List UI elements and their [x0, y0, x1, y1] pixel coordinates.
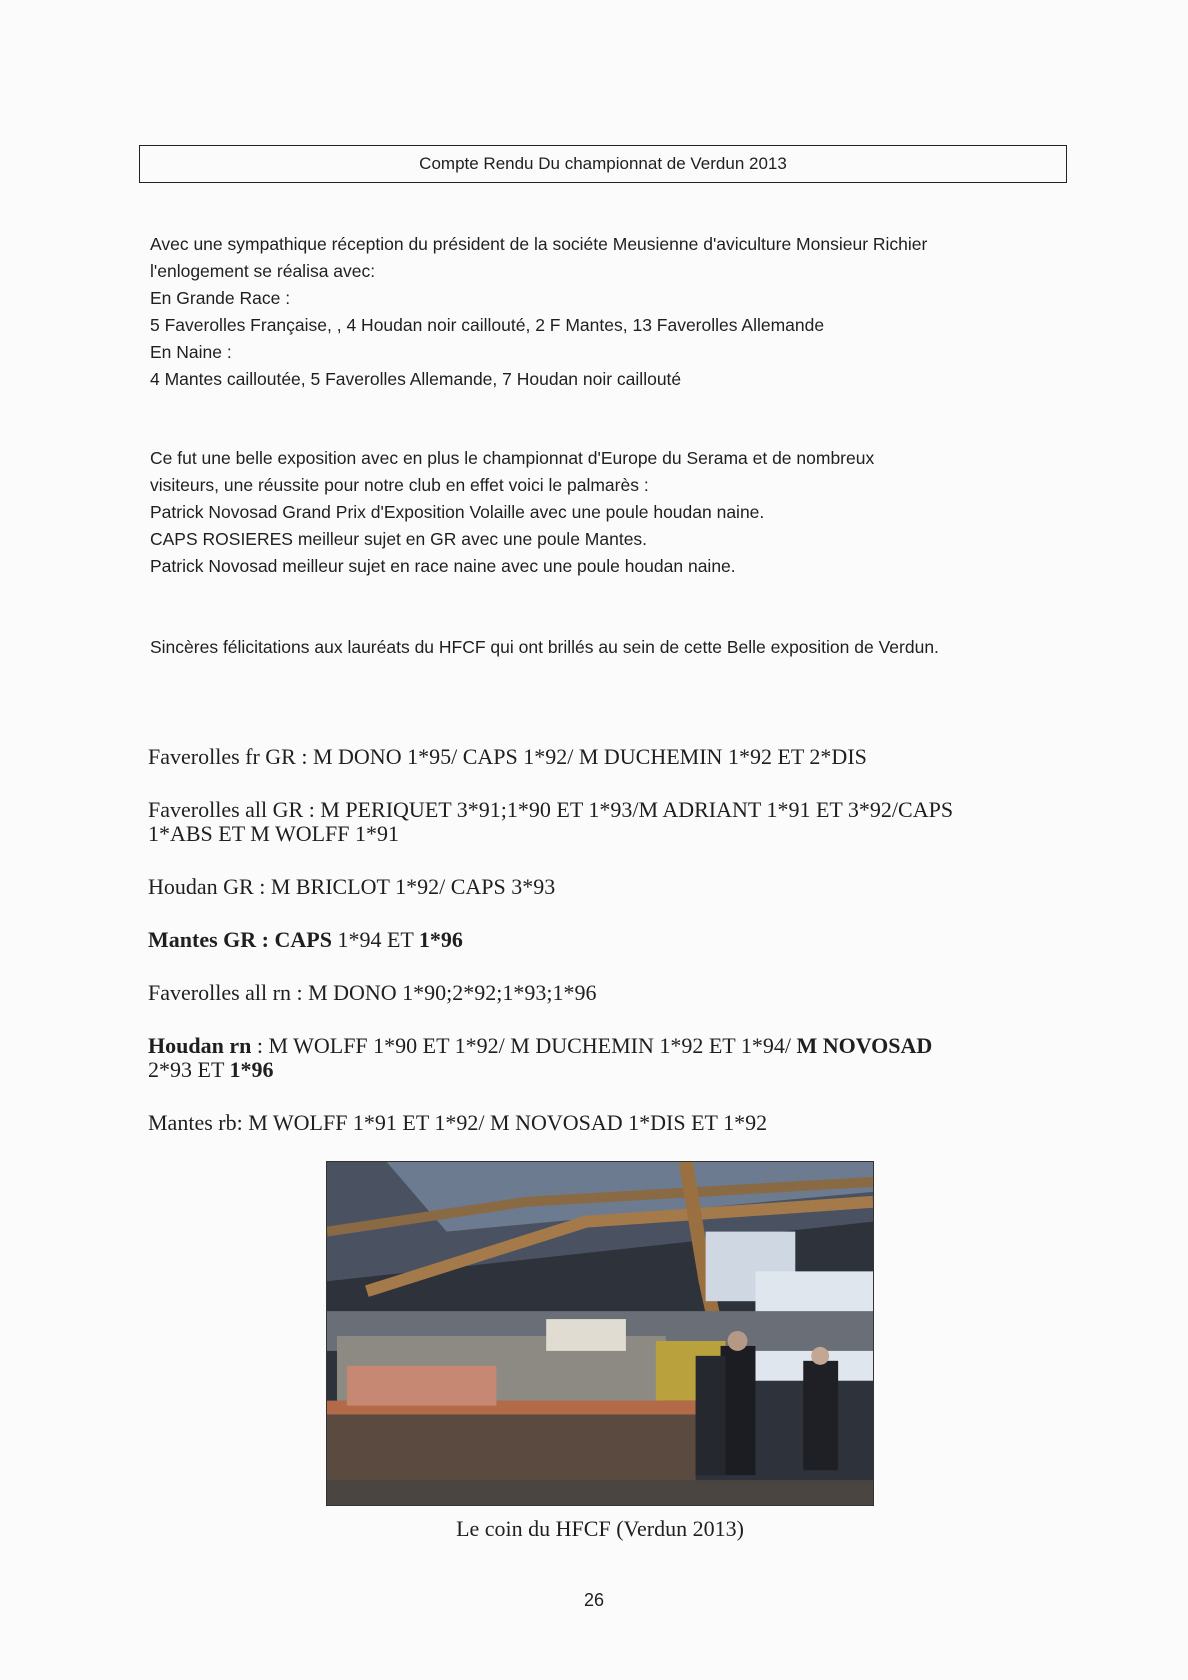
result-mantes-rb: Mantes rb: M WOLFF 1*91 ET 1*92/ M NOVOSAD 1*DIS ET 1*92 [148, 1110, 768, 1135]
result-faverolles-all-rn: Faverolles all rn : M DONO 1*90;2*92;1*93;1*96 [148, 980, 597, 1005]
result-label: Houdan rn [148, 1033, 252, 1058]
result-name: M NOVOSAD [796, 1033, 933, 1058]
results-list [148, 745, 1048, 1160]
result-score: 1*96 [229, 1057, 274, 1082]
intro-paragraph [150, 231, 927, 393]
page-number: 26 [583, 1590, 605, 1610]
intro-line: En Grande Race : [150, 288, 291, 308]
palmares-line: Patrick Novosad meilleur sujet en race naine avec une poule houdan naine. [150, 556, 736, 576]
palmares-paragraph [150, 445, 874, 580]
result-houdan-gr: Houdan GR : M BRICLOT 1*92/ CAPS 3*93 [148, 874, 556, 899]
intro-line: l'enlogement se réalisa avec: [150, 261, 376, 281]
result-faverolles-all-gr [148, 798, 1048, 846]
result-mantes-gr [148, 928, 1048, 952]
result-score: 1*96 [418, 927, 463, 952]
palmares-line: Patrick Novosad Grand Prix d'Exposition Volaille avec une poule houdan naine. [150, 502, 765, 522]
congrats-paragraph [150, 634, 939, 661]
photo-caption: Le coin du HFCF (Verdun 2013) [456, 1516, 744, 1541]
intro-line: 5 Faverolles Française, , 4 Houdan noir caillouté, 2 F Mantes, 13 Faverolles Allemande [150, 315, 825, 335]
result-line: 1*ABS ET M WOLFF 1*91 [148, 821, 400, 846]
page-header-box [139, 145, 1067, 183]
result-houdan-rn [148, 1034, 1048, 1082]
result-line: Faverolles all GR : M PERIQUET 3*91;1*90 ET 1*93/M ADRIANT 1*91 ET 3*92/CAPS [148, 797, 954, 822]
result-faverolles-fr-gr: Faverolles fr GR : M DONO 1*95/ CAPS 1*92/ M DUCHEMIN 1*92 ET 2*DIS [148, 744, 867, 769]
result-text: 1*94 ET [331, 927, 419, 952]
page-header-title: Compte Rendu Du championnat de Verdun 2013 [419, 154, 787, 173]
photo-illustration [327, 1162, 873, 1505]
congrats-line: Sincères félicitations aux lauréats du HFCF qui ont brillés au sein de cette Belle exposition de Verdun. [150, 637, 939, 657]
intro-line: Avec une sympathique réception du président de la sociéte Meusienne d'aviculture Monsieur Richier [150, 234, 928, 254]
palmares-line: visiteurs, une réussite pour notre club en effet voici le palmarès : [150, 475, 649, 495]
intro-line: 4 Mantes cailloutée, 5 Faverolles Allemande, 7 Houdan noir caillouté [150, 369, 682, 389]
intro-line: En Naine : [150, 342, 232, 362]
palmares-line: CAPS ROSIERES meilleur sujet en GR avec une poule Mantes. [150, 529, 648, 549]
exhibition-hall-photo [326, 1161, 874, 1506]
palmares-line: Ce fut une belle exposition avec en plus le championnat d'Europe du Serama et de nombreux [150, 448, 875, 468]
result-text: 2*93 ET [148, 1057, 230, 1082]
result-text: : M WOLFF 1*90 ET 1*92/ M DUCHEMIN 1*92 ET 1*94/ [251, 1033, 797, 1058]
result-label: Mantes GR : CAPS [148, 927, 332, 952]
